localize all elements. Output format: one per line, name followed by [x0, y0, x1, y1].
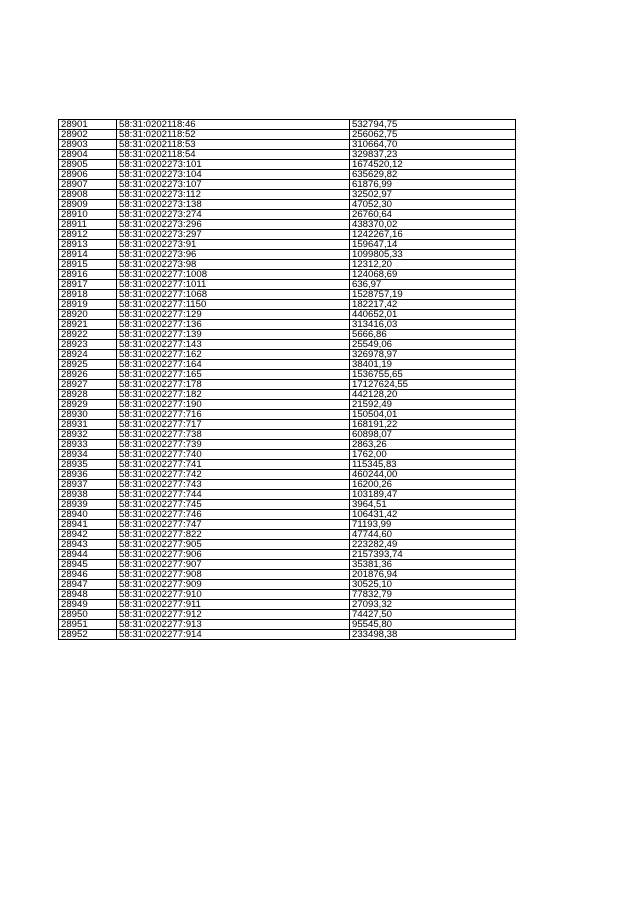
cadastral-number-cell: 58:31:0202118:52	[117, 130, 350, 140]
cadastral-number-cell: 58:31:0202273:104	[117, 170, 350, 180]
value-cell: 636,97	[350, 280, 516, 290]
table-row	[59, 140, 516, 150]
row-number-cell: 28935	[59, 460, 117, 470]
table-row	[59, 610, 516, 620]
row-number-cell: 28949	[59, 600, 117, 610]
cadastral-number-cell: 58:31:0202273:101	[117, 160, 350, 170]
value-cell: 2157393,74	[350, 550, 516, 560]
cadastral-number-cell: 58:31:0202277:136	[117, 320, 350, 330]
value-cell: 21592,49	[350, 400, 516, 410]
table-row	[59, 590, 516, 600]
value-cell: 27093,32	[350, 600, 516, 610]
cadastral-number-cell: 58:31:0202277:1150	[117, 300, 350, 310]
row-number-cell: 28903	[59, 140, 117, 150]
cadastral-number-cell: 58:31:0202277:139	[117, 330, 350, 340]
table-row	[59, 470, 516, 480]
value-cell: 438370,02	[350, 220, 516, 230]
row-number-cell: 28923	[59, 340, 117, 350]
value-cell: 60898,07	[350, 430, 516, 440]
value-cell: 115345,83	[350, 460, 516, 470]
value-cell: 460244,00	[350, 470, 516, 480]
table-row	[59, 260, 516, 270]
value-cell: 26760,64	[350, 210, 516, 220]
row-number-cell: 28905	[59, 160, 117, 170]
table-row	[59, 460, 516, 470]
row-number-cell: 28924	[59, 350, 117, 360]
cadastral-number-cell: 58:31:0202277:182	[117, 390, 350, 400]
value-cell: 38401,19	[350, 360, 516, 370]
table-row	[59, 600, 516, 610]
value-cell: 3964,51	[350, 500, 516, 510]
row-number-cell: 28947	[59, 580, 117, 590]
value-cell: 1762,00	[350, 450, 516, 460]
cadastral-number-cell: 58:31:0202277:747	[117, 520, 350, 530]
table-row	[59, 450, 516, 460]
row-number-cell: 28929	[59, 400, 117, 410]
cadastral-number-cell: 58:31:0202277:905	[117, 540, 350, 550]
table-row	[59, 370, 516, 380]
row-number-cell: 28950	[59, 610, 117, 620]
table-row	[59, 250, 516, 260]
table-row	[59, 570, 516, 580]
row-number-cell: 28941	[59, 520, 117, 530]
table-row	[59, 230, 516, 240]
table-row	[59, 540, 516, 550]
row-number-cell: 28937	[59, 480, 117, 490]
value-cell: 35381,36	[350, 560, 516, 570]
table-row	[59, 510, 516, 520]
table-row	[59, 630, 516, 640]
table-row	[59, 210, 516, 220]
value-cell: 1674520,12	[350, 160, 516, 170]
value-cell: 47052,30	[350, 200, 516, 210]
row-number-cell: 28907	[59, 180, 117, 190]
cadastral-number-cell: 58:31:0202118:53	[117, 140, 350, 150]
value-cell: 32502,97	[350, 190, 516, 200]
value-cell: 223282,49	[350, 540, 516, 550]
value-cell: 635629,82	[350, 170, 516, 180]
cadastral-number-cell: 58:31:0202277:912	[117, 610, 350, 620]
cadastral-number-cell: 58:31:0202277:739	[117, 440, 350, 450]
table-row	[59, 300, 516, 310]
value-cell: 2863,26	[350, 440, 516, 450]
table-row	[59, 410, 516, 420]
table-row	[59, 430, 516, 440]
value-cell: 159647,14	[350, 240, 516, 250]
row-number-cell: 28902	[59, 130, 117, 140]
value-cell: 313416,03	[350, 320, 516, 330]
table-row	[59, 220, 516, 230]
row-number-cell: 28912	[59, 230, 117, 240]
cadastral-number-cell: 58:31:0202273:112	[117, 190, 350, 200]
cadastral-number-cell: 58:31:0202277:129	[117, 310, 350, 320]
value-cell: 201876,94	[350, 570, 516, 580]
row-number-cell: 28911	[59, 220, 117, 230]
cadastral-number-cell: 58:31:0202273:296	[117, 220, 350, 230]
cadastral-number-cell: 58:31:0202273:138	[117, 200, 350, 210]
row-number-cell: 28915	[59, 260, 117, 270]
value-cell: 326978,97	[350, 350, 516, 360]
cadastral-number-cell: 58:31:0202273:274	[117, 210, 350, 220]
table-row	[59, 560, 516, 570]
row-number-cell: 28921	[59, 320, 117, 330]
cadastral-number-cell: 58:31:0202277:911	[117, 600, 350, 610]
cadastral-number-cell: 58:31:0202277:906	[117, 550, 350, 560]
table-row	[59, 320, 516, 330]
cadastral-number-cell: 58:31:0202118:46	[117, 120, 350, 130]
table-row	[59, 200, 516, 210]
table-row	[59, 500, 516, 510]
row-number-cell: 28926	[59, 370, 117, 380]
value-cell: 1536755,65	[350, 370, 516, 380]
cadastral-number-cell: 58:31:0202277:738	[117, 430, 350, 440]
table-row	[59, 180, 516, 190]
row-number-cell: 28932	[59, 430, 117, 440]
table-row	[59, 130, 516, 140]
value-cell: 61876,99	[350, 180, 516, 190]
cadastral-number-cell: 58:31:0202277:716	[117, 410, 350, 420]
cadastral-number-cell: 58:31:0202277:908	[117, 570, 350, 580]
cadastral-number-cell: 58:31:0202277:178	[117, 380, 350, 390]
row-number-cell: 28917	[59, 280, 117, 290]
row-number-cell: 28951	[59, 620, 117, 630]
row-number-cell: 28943	[59, 540, 117, 550]
cadastral-number-cell: 58:31:0202277:143	[117, 340, 350, 350]
value-cell: 77832,79	[350, 590, 516, 600]
table-row	[59, 270, 516, 280]
value-cell: 17127624,55	[350, 380, 516, 390]
table-row	[59, 280, 516, 290]
cadastral-number-cell: 58:31:0202277:740	[117, 450, 350, 460]
table-row	[59, 360, 516, 370]
table-row	[59, 120, 516, 130]
row-number-cell: 28904	[59, 150, 117, 160]
row-number-cell: 28928	[59, 390, 117, 400]
cadastral-number-cell: 58:31:0202277:914	[117, 630, 350, 640]
table-row	[59, 400, 516, 410]
cadastral-number-cell: 58:31:0202277:913	[117, 620, 350, 630]
table-row	[59, 290, 516, 300]
cadastral-number-cell: 58:31:0202277:822	[117, 530, 350, 540]
table-row	[59, 580, 516, 590]
cadastral-number-cell: 58:31:0202273:91	[117, 240, 350, 250]
row-number-cell: 28931	[59, 420, 117, 430]
row-number-cell: 28933	[59, 440, 117, 450]
row-number-cell: 28919	[59, 300, 117, 310]
table-row	[59, 350, 516, 360]
row-number-cell: 28945	[59, 560, 117, 570]
cadastral-number-cell: 58:31:0202277:717	[117, 420, 350, 430]
row-number-cell: 28930	[59, 410, 117, 420]
cadastral-number-cell: 58:31:0202277:165	[117, 370, 350, 380]
table-row	[59, 190, 516, 200]
value-cell: 1528757,19	[350, 290, 516, 300]
value-cell: 5666,86	[350, 330, 516, 340]
table-row	[59, 170, 516, 180]
value-cell: 168191,22	[350, 420, 516, 430]
table-row	[59, 480, 516, 490]
table-row	[59, 380, 516, 390]
row-number-cell: 28934	[59, 450, 117, 460]
value-cell: 74427,50	[350, 610, 516, 620]
value-cell: 256062,75	[350, 130, 516, 140]
value-cell: 182217,42	[350, 300, 516, 310]
row-number-cell: 28942	[59, 530, 117, 540]
value-cell: 95545,80	[350, 620, 516, 630]
value-cell: 150504,01	[350, 410, 516, 420]
table-row	[59, 490, 516, 500]
cadastral-number-cell: 58:31:0202277:745	[117, 500, 350, 510]
table-body	[59, 120, 516, 640]
cadastral-number-cell: 58:31:0202277:1011	[117, 280, 350, 290]
table-row	[59, 340, 516, 350]
row-number-cell: 28906	[59, 170, 117, 180]
row-number-cell: 28909	[59, 200, 117, 210]
row-number-cell: 28916	[59, 270, 117, 280]
cadastral-number-cell: 58:31:0202277:164	[117, 360, 350, 370]
row-number-cell: 28952	[59, 630, 117, 640]
value-cell: 71193,99	[350, 520, 516, 530]
row-number-cell: 28946	[59, 570, 117, 580]
cadastral-number-cell: 58:31:0202277:744	[117, 490, 350, 500]
data-table	[58, 119, 516, 640]
value-cell: 12312,20	[350, 260, 516, 270]
table-row	[59, 240, 516, 250]
table-row	[59, 330, 516, 340]
cadastral-number-cell: 58:31:0202277:741	[117, 460, 350, 470]
table-row	[59, 550, 516, 560]
row-number-cell: 28948	[59, 590, 117, 600]
value-cell: 1099805,33	[350, 250, 516, 260]
row-number-cell: 28910	[59, 210, 117, 220]
value-cell: 310664,70	[350, 140, 516, 150]
cadastral-number-cell: 58:31:0202277:909	[117, 580, 350, 590]
table-row	[59, 390, 516, 400]
value-cell: 25549,06	[350, 340, 516, 350]
cadastral-number-cell: 58:31:0202277:907	[117, 560, 350, 570]
value-cell: 532794,75	[350, 120, 516, 130]
row-number-cell: 28925	[59, 360, 117, 370]
cadastral-number-cell: 58:31:0202273:96	[117, 250, 350, 260]
table-row	[59, 620, 516, 630]
table-row	[59, 160, 516, 170]
value-cell: 233498,38	[350, 630, 516, 640]
cadastral-number-cell: 58:31:0202277:1008	[117, 270, 350, 280]
cadastral-number-cell: 58:31:0202277:742	[117, 470, 350, 480]
value-cell: 16200,26	[350, 480, 516, 490]
value-cell: 329837,23	[350, 150, 516, 160]
value-cell: 440652,01	[350, 310, 516, 320]
row-number-cell: 28939	[59, 500, 117, 510]
row-number-cell: 28938	[59, 490, 117, 500]
value-cell: 124068,69	[350, 270, 516, 280]
table-row	[59, 520, 516, 530]
row-number-cell: 28914	[59, 250, 117, 260]
cadastral-number-cell: 58:31:0202277:162	[117, 350, 350, 360]
value-cell: 30525,10	[350, 580, 516, 590]
cadastral-number-cell: 58:31:0202277:190	[117, 400, 350, 410]
value-cell: 47744,60	[350, 530, 516, 540]
table-row	[59, 440, 516, 450]
cadastral-number-cell: 58:31:0202118:54	[117, 150, 350, 160]
row-number-cell: 28920	[59, 310, 117, 320]
value-cell: 442128,20	[350, 390, 516, 400]
cadastral-number-cell: 58:31:0202277:743	[117, 480, 350, 490]
cadastral-number-cell: 58:31:0202277:1068	[117, 290, 350, 300]
row-number-cell: 28936	[59, 470, 117, 480]
table-row	[59, 150, 516, 160]
cadastral-number-cell: 58:31:0202277:910	[117, 590, 350, 600]
row-number-cell: 28913	[59, 240, 117, 250]
table-row	[59, 420, 516, 430]
row-number-cell: 28922	[59, 330, 117, 340]
cadastral-number-cell: 58:31:0202273:107	[117, 180, 350, 190]
table-row	[59, 530, 516, 540]
cadastral-number-cell: 58:31:0202273:297	[117, 230, 350, 240]
row-number-cell: 28944	[59, 550, 117, 560]
cadastral-number-cell: 58:31:0202273:98	[117, 260, 350, 270]
row-number-cell: 28918	[59, 290, 117, 300]
row-number-cell: 28901	[59, 120, 117, 130]
table-row	[59, 310, 516, 320]
row-number-cell: 28908	[59, 190, 117, 200]
value-cell: 106431,42	[350, 510, 516, 520]
row-number-cell: 28940	[59, 510, 117, 520]
value-cell: 103189,47	[350, 490, 516, 500]
cadastral-number-cell: 58:31:0202277:746	[117, 510, 350, 520]
row-number-cell: 28927	[59, 380, 117, 390]
value-cell: 1242267,16	[350, 230, 516, 240]
